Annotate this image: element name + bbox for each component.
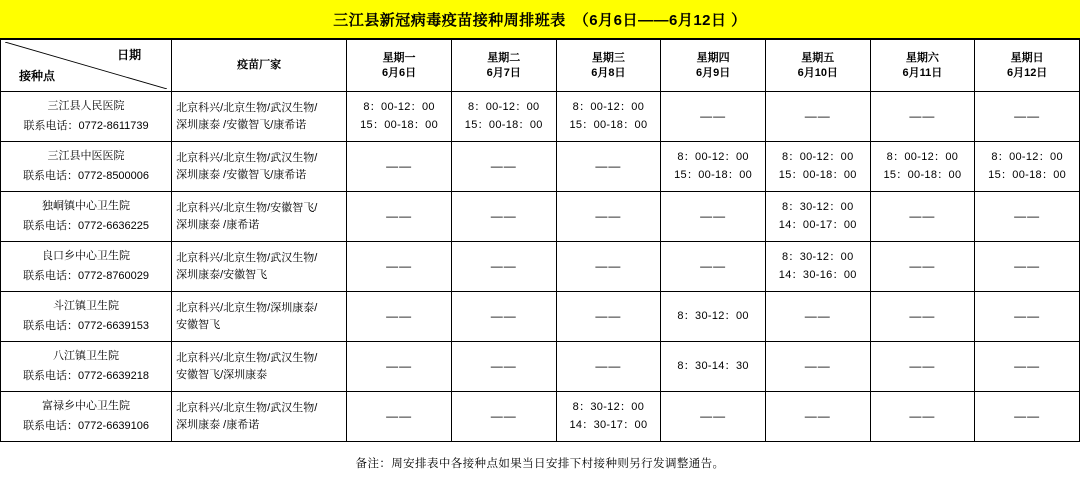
- schedule-slot-cell: [556, 92, 661, 142]
- empty-mark: ——: [1014, 208, 1041, 223]
- slot-time: 8：00-12：00: [991, 150, 1063, 163]
- slot-time: 15：00-18：00: [674, 168, 753, 181]
- schedule-slot-cell: [451, 92, 556, 142]
- slot-time: 8：00-12：00: [886, 150, 959, 163]
- schedule-slot-cell: [661, 292, 766, 342]
- schedule-empty-cell: [661, 242, 766, 292]
- schedule-empty-cell: [870, 342, 975, 392]
- empty-mark: ——: [909, 358, 936, 373]
- schedule-empty-cell: [451, 342, 556, 392]
- schedule-empty-cell: [661, 92, 766, 142]
- slot-time: 8：30-12：00: [782, 200, 854, 213]
- site-cell: [1, 392, 172, 442]
- site-name: 独峒镇中心卫生院: [42, 199, 131, 212]
- empty-mark: ——: [804, 108, 831, 123]
- empty-mark: ——: [1014, 358, 1041, 373]
- header-row: [1, 40, 1080, 92]
- header-day-4: [765, 40, 870, 92]
- slot-time: 8：30-12：00: [572, 400, 645, 413]
- header-site-label: 接种点: [19, 68, 56, 83]
- schedule-empty-cell: [975, 192, 1080, 242]
- schedule-empty-cell: [870, 242, 975, 292]
- site-name: 三江县中医医院: [47, 149, 125, 162]
- schedule-slot-cell: [765, 242, 870, 292]
- vaccine-maker-cell: [172, 342, 347, 392]
- maker-line: 安徽智飞: [176, 318, 221, 331]
- empty-mark: ——: [490, 408, 517, 423]
- table-row: [1, 192, 1080, 242]
- day-date: 6月6日: [381, 66, 417, 79]
- slot-time: 8：00-12：00: [677, 150, 749, 163]
- schedule-empty-cell: [765, 392, 870, 442]
- schedule-empty-cell: [765, 292, 870, 342]
- header-day-0: [347, 40, 452, 92]
- maker-line: 北京科兴/北京生物/武汉生物/: [176, 152, 318, 164]
- maker-line: 北京科兴/北京生物/深圳康泰/: [176, 302, 318, 314]
- maker-line: 深圳康泰/安徽智飞: [176, 268, 268, 281]
- site-cell: [1, 292, 172, 342]
- day-date: 6月8日: [591, 66, 626, 79]
- maker-line: 深圳康泰 /康希诺: [176, 218, 260, 231]
- slot-time: 15：00-18：00: [778, 168, 857, 181]
- document-title-bar: [0, 0, 1080, 39]
- day-name: 星期二: [487, 51, 521, 64]
- schedule-empty-cell: [556, 292, 661, 342]
- maker-line: 北京科兴/北京生物/武汉生物/: [176, 102, 318, 114]
- schedule-empty-cell: [870, 92, 975, 142]
- table-row: [1, 242, 1080, 292]
- empty-mark: ——: [595, 258, 622, 273]
- header-day-2: [556, 40, 661, 92]
- empty-mark: ——: [700, 408, 727, 423]
- site-name: 斗江镇卫生院: [53, 299, 120, 312]
- empty-mark: ——: [909, 108, 936, 123]
- header-day-5: [870, 40, 975, 92]
- empty-mark: ——: [595, 208, 622, 223]
- empty-mark: ——: [490, 258, 517, 273]
- slot-time: 15：00-18：00: [464, 118, 543, 131]
- slot-time: 14：30-16：00: [778, 268, 857, 281]
- table-row: [1, 142, 1080, 192]
- empty-mark: ——: [490, 208, 517, 223]
- vaccine-maker-cell: [172, 392, 347, 442]
- empty-mark: ——: [595, 158, 622, 173]
- site-name: 富禄乡中心卫生院: [42, 399, 131, 412]
- schedule-empty-cell: [556, 192, 661, 242]
- table-row: [1, 392, 1080, 442]
- site-name: 八江镇卫生院: [53, 349, 120, 362]
- slot-time: 8：00-12：00: [782, 150, 854, 163]
- schedule-slot-cell: [661, 342, 766, 392]
- site-cell: [1, 192, 172, 242]
- schedule-empty-cell: [347, 292, 452, 342]
- schedule-empty-cell: [975, 92, 1080, 142]
- schedule-empty-cell: [661, 392, 766, 442]
- day-name: 星期三: [591, 51, 625, 64]
- vaccine-maker-cell: [172, 192, 347, 242]
- empty-mark: ——: [595, 308, 622, 323]
- schedule-slot-cell: [347, 92, 452, 142]
- schedule-empty-cell: [870, 192, 975, 242]
- empty-mark: ——: [490, 358, 517, 373]
- schedule-empty-cell: [347, 242, 452, 292]
- empty-mark: ——: [1014, 258, 1041, 273]
- site-phone: 联系电话：0772-6639153: [23, 319, 150, 332]
- schedule-slot-cell: [765, 142, 870, 192]
- schedule-empty-cell: [765, 92, 870, 142]
- slot-time: 15：00-18：00: [569, 118, 648, 131]
- schedule-empty-cell: [451, 292, 556, 342]
- empty-mark: ——: [909, 208, 936, 223]
- site-phone: 联系电话：0772-6636225: [23, 219, 150, 232]
- site-phone: 联系电话：0772-8611739: [23, 119, 149, 132]
- schedule-slot-cell: [765, 192, 870, 242]
- header-day-6: [975, 40, 1080, 92]
- slot-time: 8：00-12：00: [467, 100, 540, 113]
- header-corner-cell: [1, 40, 172, 92]
- site-phone: 联系电话：0772-8500006: [23, 169, 150, 182]
- schedule-empty-cell: [556, 242, 661, 292]
- empty-mark: ——: [909, 258, 936, 273]
- header-vaccine-maker: 疫苗厂家: [172, 40, 347, 92]
- table-row: [1, 92, 1080, 142]
- day-date: 6月10日: [797, 66, 838, 79]
- site-phone: 联系电话：0772-6639218: [23, 369, 150, 382]
- schedule-empty-cell: [975, 242, 1080, 292]
- schedule-empty-cell: [765, 342, 870, 392]
- empty-mark: ——: [386, 208, 413, 223]
- table-row: [1, 292, 1080, 342]
- schedule-slot-cell: [975, 142, 1080, 192]
- empty-mark: ——: [804, 408, 831, 423]
- vaccine-maker-cell: [172, 242, 347, 292]
- empty-mark: ——: [490, 158, 517, 173]
- vaccine-maker-cell: [172, 142, 347, 192]
- empty-mark: ——: [1014, 408, 1041, 423]
- site-name: 三江县人民医院: [47, 99, 125, 112]
- schedule-slot-cell: [870, 142, 975, 192]
- schedule-slot-cell: [661, 142, 766, 192]
- day-name: 星期一: [382, 51, 416, 64]
- day-date: 6月11日: [902, 66, 943, 79]
- day-name: 星期五: [801, 51, 835, 64]
- empty-mark: ——: [804, 308, 831, 323]
- site-name: 良口乡中心卫生院: [42, 249, 131, 262]
- schedule-empty-cell: [975, 342, 1080, 392]
- site-cell: [1, 342, 172, 392]
- empty-mark: ——: [700, 258, 727, 273]
- schedule-empty-cell: [870, 392, 975, 442]
- site-cell: [1, 92, 172, 142]
- empty-mark: ——: [386, 158, 413, 173]
- empty-mark: ——: [909, 408, 936, 423]
- vaccine-maker-cell: [172, 292, 347, 342]
- site-phone: 联系电话：0772-8760029: [23, 269, 150, 282]
- empty-mark: ——: [386, 408, 413, 423]
- maker-line: 深圳康泰 /康希诺: [176, 418, 260, 431]
- slot-time: 15：00-18：00: [883, 168, 962, 181]
- slot-time: 14：00-17：00: [778, 218, 857, 231]
- day-name: 星期六: [905, 51, 939, 64]
- table-body: [1, 92, 1080, 442]
- empty-mark: ——: [490, 308, 517, 323]
- schedule-empty-cell: [870, 292, 975, 342]
- empty-mark: ——: [700, 108, 727, 123]
- empty-mark: ——: [909, 308, 936, 323]
- slot-time: 8：30-14：30: [677, 359, 749, 372]
- schedule-empty-cell: [347, 192, 452, 242]
- empty-mark: ——: [595, 358, 622, 373]
- site-cell: [1, 242, 172, 292]
- schedule-empty-cell: [451, 242, 556, 292]
- schedule-empty-cell: [347, 342, 452, 392]
- maker-line: 深圳康泰 /安徽智飞/康希诺: [176, 168, 307, 181]
- schedule-empty-cell: [451, 392, 556, 442]
- maker-line: 北京科兴/北京生物/武汉生物/: [176, 252, 318, 264]
- maker-line: 北京科兴/北京生物/武汉生物/: [176, 402, 318, 414]
- page-title: 三江县新冠病毒疫苗接种周排班表 （6月6日——6月12日 ）: [333, 11, 747, 29]
- slot-time: 8：00-12：00: [572, 100, 645, 113]
- slot-time: 15：00-18：00: [360, 118, 439, 131]
- slot-time: 8：00-12：00: [363, 100, 435, 113]
- empty-mark: ——: [804, 358, 831, 373]
- empty-mark: ——: [1014, 308, 1041, 323]
- slot-time: 14：30-17：00: [569, 418, 648, 431]
- day-name: 星期四: [696, 51, 730, 64]
- schedule-empty-cell: [556, 142, 661, 192]
- schedule-empty-cell: [347, 392, 452, 442]
- empty-mark: ——: [1014, 108, 1041, 123]
- slot-time: 8：30-12：00: [677, 309, 749, 322]
- slot-time: 15：00-18：00: [988, 168, 1067, 181]
- table-header: [1, 40, 1080, 92]
- empty-mark: ——: [386, 308, 413, 323]
- maker-line: 安徽智飞/深圳康泰: [176, 368, 268, 381]
- header-date-label: 日期: [117, 48, 142, 62]
- header-day-1: [451, 40, 556, 92]
- schedule-empty-cell: [975, 392, 1080, 442]
- maker-line: 北京科兴/北京生物/安徽智飞/: [176, 202, 318, 214]
- site-cell: [1, 142, 172, 192]
- empty-mark: ——: [700, 208, 727, 223]
- schedule-slot-cell: [556, 392, 661, 442]
- schedule-table: [0, 39, 1080, 442]
- empty-mark: ——: [386, 258, 413, 273]
- day-date: 6月12日: [1006, 66, 1048, 79]
- empty-mark: ——: [386, 358, 413, 373]
- day-date: 6月9日: [695, 66, 731, 79]
- site-phone: 联系电话：0772-6639106: [23, 419, 150, 432]
- maker-line: 深圳康泰 /安徽智飞/康希诺: [176, 118, 307, 131]
- footer-note: 备注：周安排表中各接种点如果当日安排下村接种则另行发调整通告。: [355, 458, 725, 470]
- schedule-empty-cell: [451, 192, 556, 242]
- day-date: 6月7日: [486, 66, 521, 79]
- table-row: [1, 342, 1080, 392]
- vaccine-maker-cell: [172, 92, 347, 142]
- day-name: 星期日: [1010, 51, 1044, 64]
- maker-line: 北京科兴/北京生物/武汉生物/: [176, 352, 318, 364]
- schedule-empty-cell: [661, 192, 766, 242]
- schedule-empty-cell: [975, 292, 1080, 342]
- schedule-empty-cell: [347, 142, 452, 192]
- schedule-empty-cell: [556, 342, 661, 392]
- header-day-3: [661, 40, 766, 92]
- slot-time: 8：30-12：00: [782, 250, 854, 263]
- schedule-empty-cell: [451, 142, 556, 192]
